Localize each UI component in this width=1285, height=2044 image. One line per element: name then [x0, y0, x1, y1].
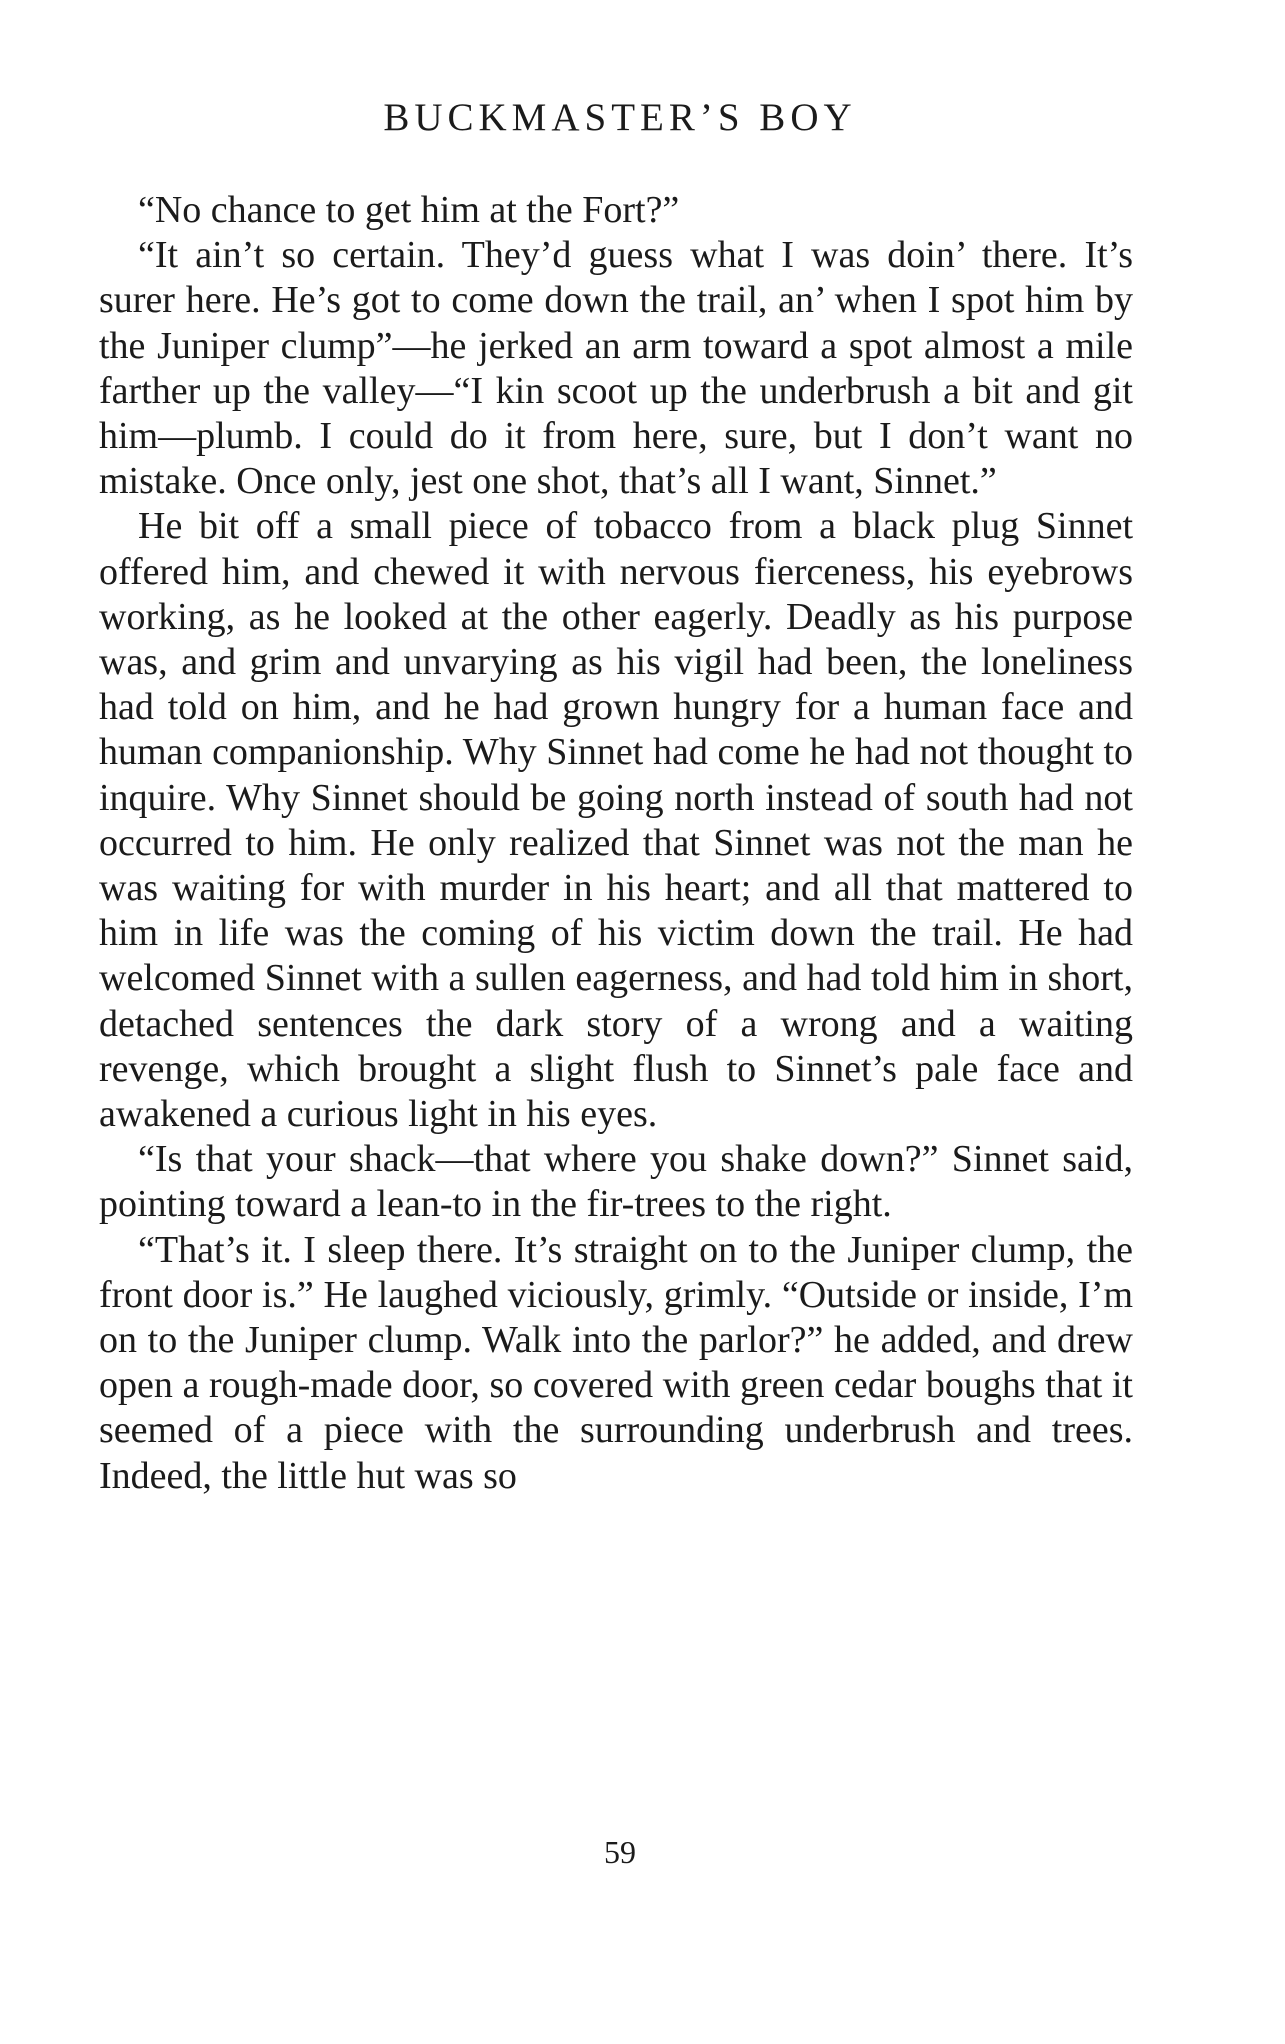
body-text: [99, 188, 1133, 1499]
paragraph: “That’s it. I sleep there. It’s straight on to the Juniper clump, the front door is.” He laughed viciously, grimly. “Outside or inside, I’m on to the Juniper clump. Walk into the parlor?” he added, and drew open a rough-made door, so covered with green cedar boughs that it seemed of a piece with the surrounding underbrush and trees. Indeed, the little hut was so: [99, 1228, 1133, 1497]
running-head: BUCKMASTER’S BOY: [383, 96, 857, 139]
page-number: 59: [604, 1834, 636, 1870]
paragraph: “It ain’t so certain. They’d guess what I was doin’ there. It’s surer here. He’s got to come down the trail, an’ when I spot him by the Juniper clump”—he jerked an arm toward a spot almost a mile farther up the valley—“I kin scoot up the underbrush a bit and git him—plumb. I could do it from here, sure, but I don’t want no mistake. Once only, jest one shot, that’s all I want, Sinnet.”: [99, 234, 1133, 503]
paragraph: He bit off a small piece of tobacco from a black plug Sinnet offered him, and chewed it with nervous fierceness, his eyebrows working, as he looked at the other eagerly. Deadly as his purpose was, and grim and unvarying as his vigil had been, the loneliness had told on him, and he had grown hungry for a human face and human companionship. Why Sinnet had come he had not thought to inquire. Why Sinnet should be going north instead of south had not occurred to him. He only realized that Sinnet was not the man he was waiting for with murder in his heart; and all that mattered to him in life was the coming of his victim down the trail. He had welcomed Sinnet with a sullen eagerness, and had told him in short, detached sentences the dark story of a wrong and a waiting revenge, which brought a slight flush to Sinnet’s pale face and awakened a curious light in his eyes.: [99, 505, 1133, 1136]
paragraph: “Is that your shack—that where you shake down?” Sinnet said, pointing toward a lean-to in the fir-trees to the right.: [99, 1138, 1133, 1226]
paragraph: “No chance to get him at the Fort?”: [138, 189, 680, 231]
